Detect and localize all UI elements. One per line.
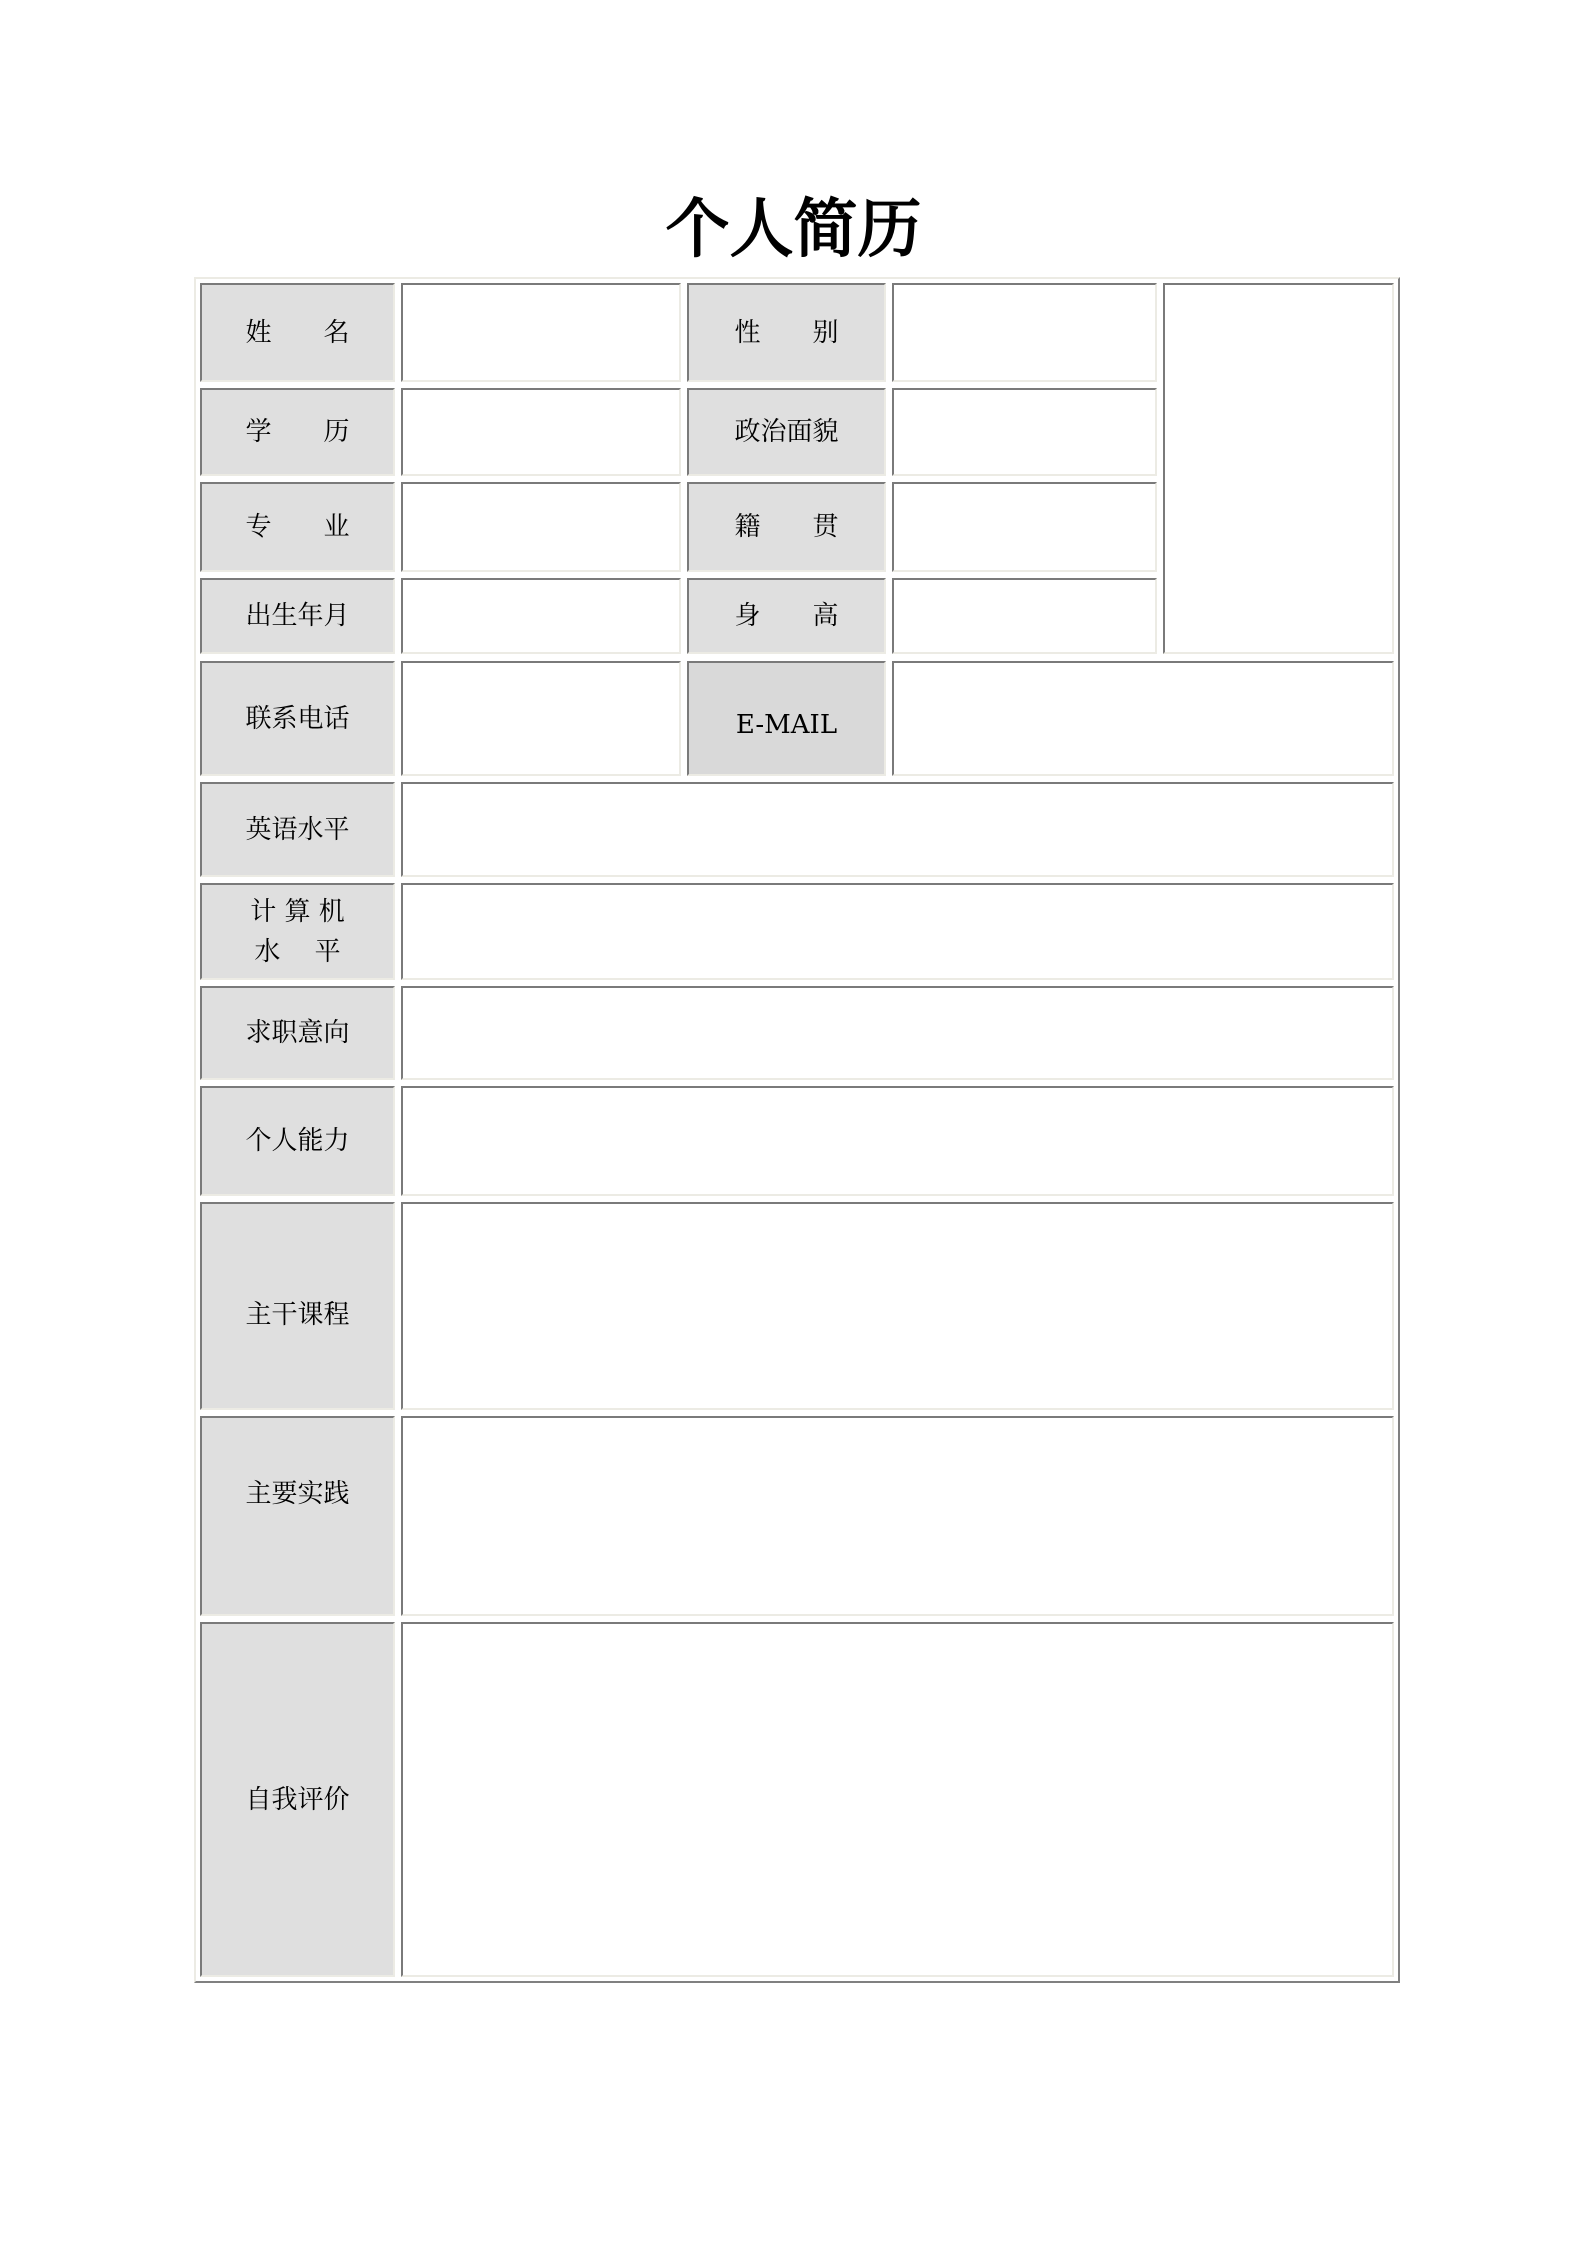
label-gender: 性 别 — [687, 283, 886, 382]
objective-field[interactable] — [401, 986, 1394, 1080]
phone-field[interactable] — [401, 661, 681, 776]
label-major: 专 业 — [200, 482, 395, 572]
political-field[interactable] — [892, 388, 1157, 476]
birth-field[interactable] — [401, 578, 681, 654]
name-field[interactable] — [401, 283, 681, 382]
label-education: 学 历 — [200, 388, 395, 476]
gender-field[interactable] — [892, 283, 1157, 382]
height-field[interactable] — [892, 578, 1157, 654]
label-computer: 计 算 机 水 平 — [200, 883, 395, 980]
label-birth: 出生年月 — [200, 578, 395, 654]
label-practice: 主要实践 — [200, 1416, 395, 1616]
self-evaluation-field[interactable] — [401, 1622, 1394, 1977]
label-political: 政治面貌 — [687, 388, 886, 476]
ability-field[interactable] — [401, 1086, 1394, 1196]
label-ability: 个人能力 — [200, 1086, 395, 1196]
label-objective: 求职意向 — [200, 986, 395, 1080]
label-phone: 联系电话 — [200, 661, 395, 776]
email-field[interactable] — [892, 661, 1394, 776]
label-email: E-MAIL — [687, 661, 886, 776]
page-title: 个人简历 — [665, 192, 922, 267]
practice-field[interactable] — [401, 1416, 1394, 1616]
label-name: 姓 名 — [200, 283, 395, 382]
photo-field[interactable] — [1163, 283, 1394, 654]
label-courses: 主干课程 — [200, 1202, 395, 1410]
label-self-evaluation: 自我评价 — [200, 1622, 395, 1977]
education-field[interactable] — [401, 388, 681, 476]
english-field[interactable] — [401, 782, 1394, 877]
major-field[interactable] — [401, 482, 681, 572]
computer-field[interactable] — [401, 883, 1394, 980]
courses-field[interactable] — [401, 1202, 1394, 1410]
native-place-field[interactable] — [892, 482, 1157, 572]
label-height: 身 高 — [687, 578, 886, 654]
label-native-place: 籍 贯 — [687, 482, 886, 572]
label-english: 英语水平 — [200, 782, 395, 877]
